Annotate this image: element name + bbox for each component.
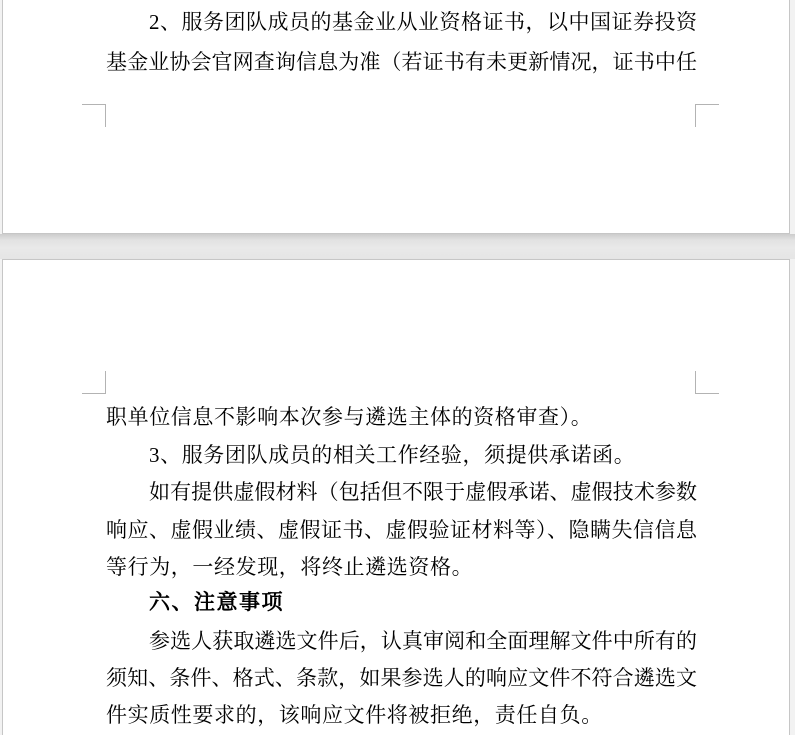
text-line[interactable]: 须知、条件、格式、条款，如果参选人的响应文件不符合遴选文 xyxy=(106,666,697,690)
section-heading[interactable]: 六、注意事项 xyxy=(149,591,284,614)
text-line[interactable]: 件实质性要求的，该响应文件将被拒绝，责任自负。 xyxy=(106,703,603,727)
text-line[interactable]: 职单位信息不影响本次参与遴选主体的资格审查）。 xyxy=(106,405,593,429)
text-line[interactable]: 如有提供虚假材料（包括但不限于虚假承诺、虚假技术参数 xyxy=(149,480,697,504)
text-line[interactable]: 2、服务团队成员的基金业从业资格证书，以中国证券投资 xyxy=(149,10,697,34)
text-line[interactable]: 响应、虚假业绩、虚假证书、虚假验证材料等）、隐瞒失信信息 xyxy=(106,518,697,542)
text-line[interactable]: 3、服务团队成员的相关工作经验，须提供承诺函。 xyxy=(149,443,636,467)
text-line[interactable]: 参选人获取遴选文件后，认真审阅和全面理解文件中所有的 xyxy=(149,629,697,653)
text-line[interactable]: 基金业协会官网查询信息为准（若证书有未更新情况，证书中任 xyxy=(106,50,697,74)
text-line[interactable]: 等行为，一经发现，将终止遴选资格。 xyxy=(106,555,474,579)
